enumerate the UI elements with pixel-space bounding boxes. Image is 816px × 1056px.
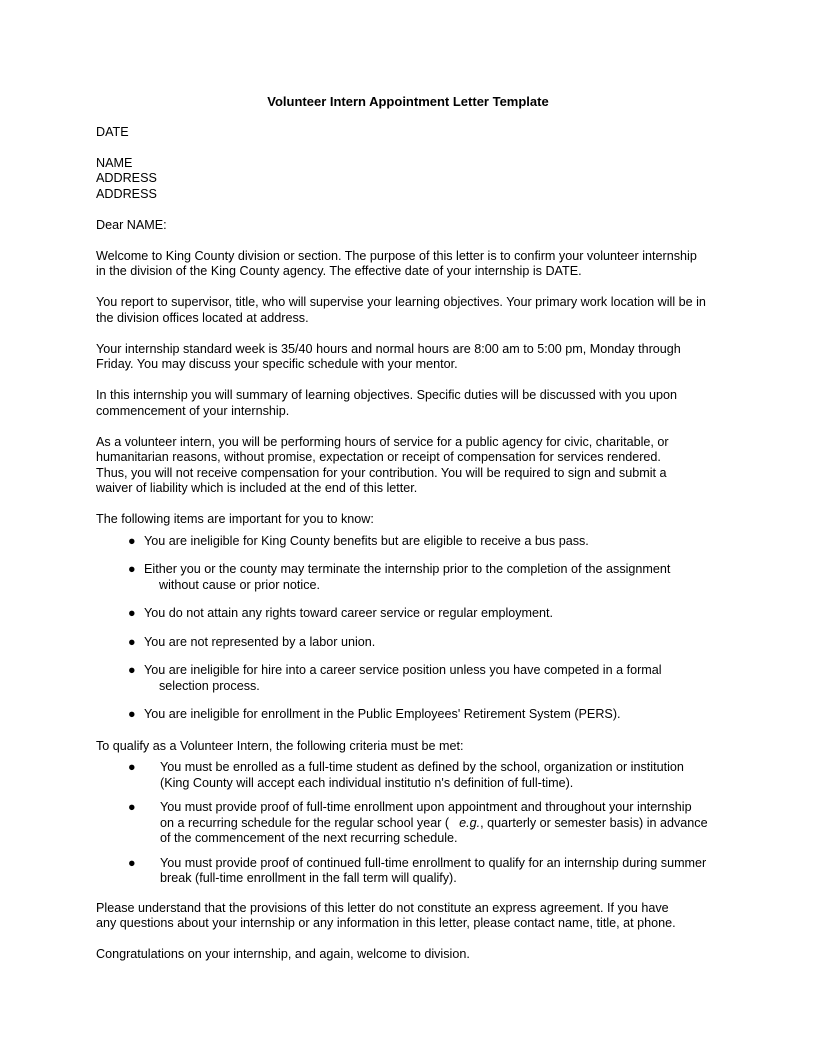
volunteer-paragraph bbox=[96, 435, 736, 497]
list-item bbox=[96, 606, 736, 622]
list-item-text-continued: without cause or prior notice. bbox=[159, 577, 321, 592]
list-item bbox=[96, 562, 736, 593]
list-item-text bbox=[160, 816, 736, 832]
criteria-list bbox=[96, 760, 736, 887]
recipient-address-2: ADDRESS bbox=[96, 186, 157, 201]
recipient-block bbox=[96, 156, 736, 203]
list-item-text: You are ineligible for enrollment in the Public Employees' Retirement System (PERS). bbox=[144, 707, 621, 721]
objectives-paragraph bbox=[96, 388, 736, 419]
document-title: Volunteer Intern Appointment Letter Template bbox=[267, 94, 549, 109]
paragraph-line: the division offices located at address. bbox=[96, 310, 309, 325]
bullet-icon: ● bbox=[128, 707, 136, 721]
list-item-text: Either you or the county may terminate the internship prior to the completion of the assignment bbox=[144, 562, 671, 576]
bullet-icon: ● bbox=[128, 606, 136, 620]
text-segment: , quarterly or semester basis) in advance bbox=[480, 815, 708, 830]
paragraph-line: waiver of liability which is included at the end of this letter. bbox=[96, 481, 418, 495]
bullet-icon: ● bbox=[128, 855, 136, 870]
list-item bbox=[96, 635, 736, 651]
list-item-text-continued: selection process. bbox=[159, 678, 260, 693]
list-item bbox=[96, 663, 736, 694]
salutation: Dear NAME: bbox=[96, 217, 167, 232]
paragraph-line: in the division of the King County agency. The effective date of your internship is DATE. bbox=[96, 264, 582, 278]
list-item-text: You must provide proof of continued full-time enrollment to qualify for an internship during summer bbox=[160, 855, 707, 870]
understand-paragraph bbox=[96, 901, 736, 932]
bullet-icon: ● bbox=[128, 562, 136, 576]
recipient-address-1: ADDRESS bbox=[96, 171, 157, 185]
paragraph-line: Friday. You may discuss your specific schedule with your mentor. bbox=[96, 357, 458, 371]
list-item bbox=[96, 800, 736, 847]
list-item-text: of the commencement of the next recurring schedule. bbox=[160, 831, 458, 845]
paragraph-line: You report to supervisor, title, who will supervise your learning objectives. Your primary work location will be in bbox=[96, 295, 706, 309]
paragraph-line: Your internship standard week is 35/40 hours and normal hours are 8:00 am to 5:00 pm, Monday through bbox=[96, 341, 681, 356]
items-intro: The following items are important for you to know: bbox=[96, 512, 374, 526]
list-item bbox=[96, 856, 736, 887]
list-item-text: You are not represented by a labor union. bbox=[144, 634, 376, 649]
hours-paragraph bbox=[96, 342, 736, 373]
list-item bbox=[96, 707, 736, 723]
list-item-text: You are ineligible for hire into a career service position unless you have competed in a formal bbox=[144, 663, 662, 677]
paragraph-line: Thus, you will not receive compensation for your contribution. You will be required to sign and submit a bbox=[96, 465, 667, 480]
paragraph-line: Please understand that the provisions of this letter do not constitute an express agreement. If you have bbox=[96, 900, 669, 915]
paragraph-line: humanitarian reasons, without promise, expectation or receipt of compensation for services rendered. bbox=[96, 450, 661, 464]
paragraph-line: Welcome to King County division or section. The purpose of this letter is to confirm your volunteer internship bbox=[96, 248, 697, 263]
letter-page bbox=[96, 94, 736, 963]
text-segment: on a recurring schedule for the regular school year ( bbox=[160, 815, 450, 830]
paragraph-line: In this internship you will summary of learning objectives. Specific duties will be discussed with you upon bbox=[96, 388, 677, 402]
list-item bbox=[96, 534, 736, 550]
list-item-text: You are ineligible for King County benefits but are eligible to receive a bus pass. bbox=[144, 533, 589, 548]
closing-line: Congratulations on your internship, and again, welcome to division. bbox=[96, 947, 470, 961]
list-item bbox=[96, 760, 736, 791]
report-paragraph bbox=[96, 295, 736, 326]
important-items-list bbox=[96, 534, 736, 723]
list-item-text: You must be enrolled as a full-time student as defined by the school, organization or institution bbox=[160, 760, 684, 774]
bullet-icon: ● bbox=[128, 663, 136, 677]
list-item-text: break (full-time enrollment in the fall term will qualify). bbox=[160, 871, 457, 885]
welcome-paragraph bbox=[96, 249, 736, 280]
paragraph-line: commencement of your internship. bbox=[96, 403, 290, 418]
recipient-name: NAME bbox=[96, 155, 133, 170]
paragraph-line: As a volunteer intern, you will be performing hours of service for a public agency for civic, charitable, or bbox=[96, 434, 669, 449]
bullet-icon: ● bbox=[128, 533, 136, 548]
bullet-icon: ● bbox=[128, 760, 136, 774]
letter-date: DATE bbox=[96, 124, 129, 139]
bullet-icon: ● bbox=[128, 634, 136, 649]
list-item-text: You do not attain any rights toward career service or regular employment. bbox=[144, 606, 554, 620]
paragraph-line: any questions about your internship or any information in this letter, please contact name, title, at phone. bbox=[96, 916, 676, 930]
criteria-intro: To qualify as a Volunteer Intern, the following criteria must be met: bbox=[96, 738, 464, 753]
emphasis-text: e.g. bbox=[459, 815, 481, 830]
list-item-text: (King County will accept each individual institutio n's definition of full-time). bbox=[160, 775, 574, 790]
bullet-icon: ● bbox=[128, 800, 136, 814]
list-item-text: You must provide proof of full-time enrollment upon appointment and throughout your internship bbox=[160, 800, 692, 814]
